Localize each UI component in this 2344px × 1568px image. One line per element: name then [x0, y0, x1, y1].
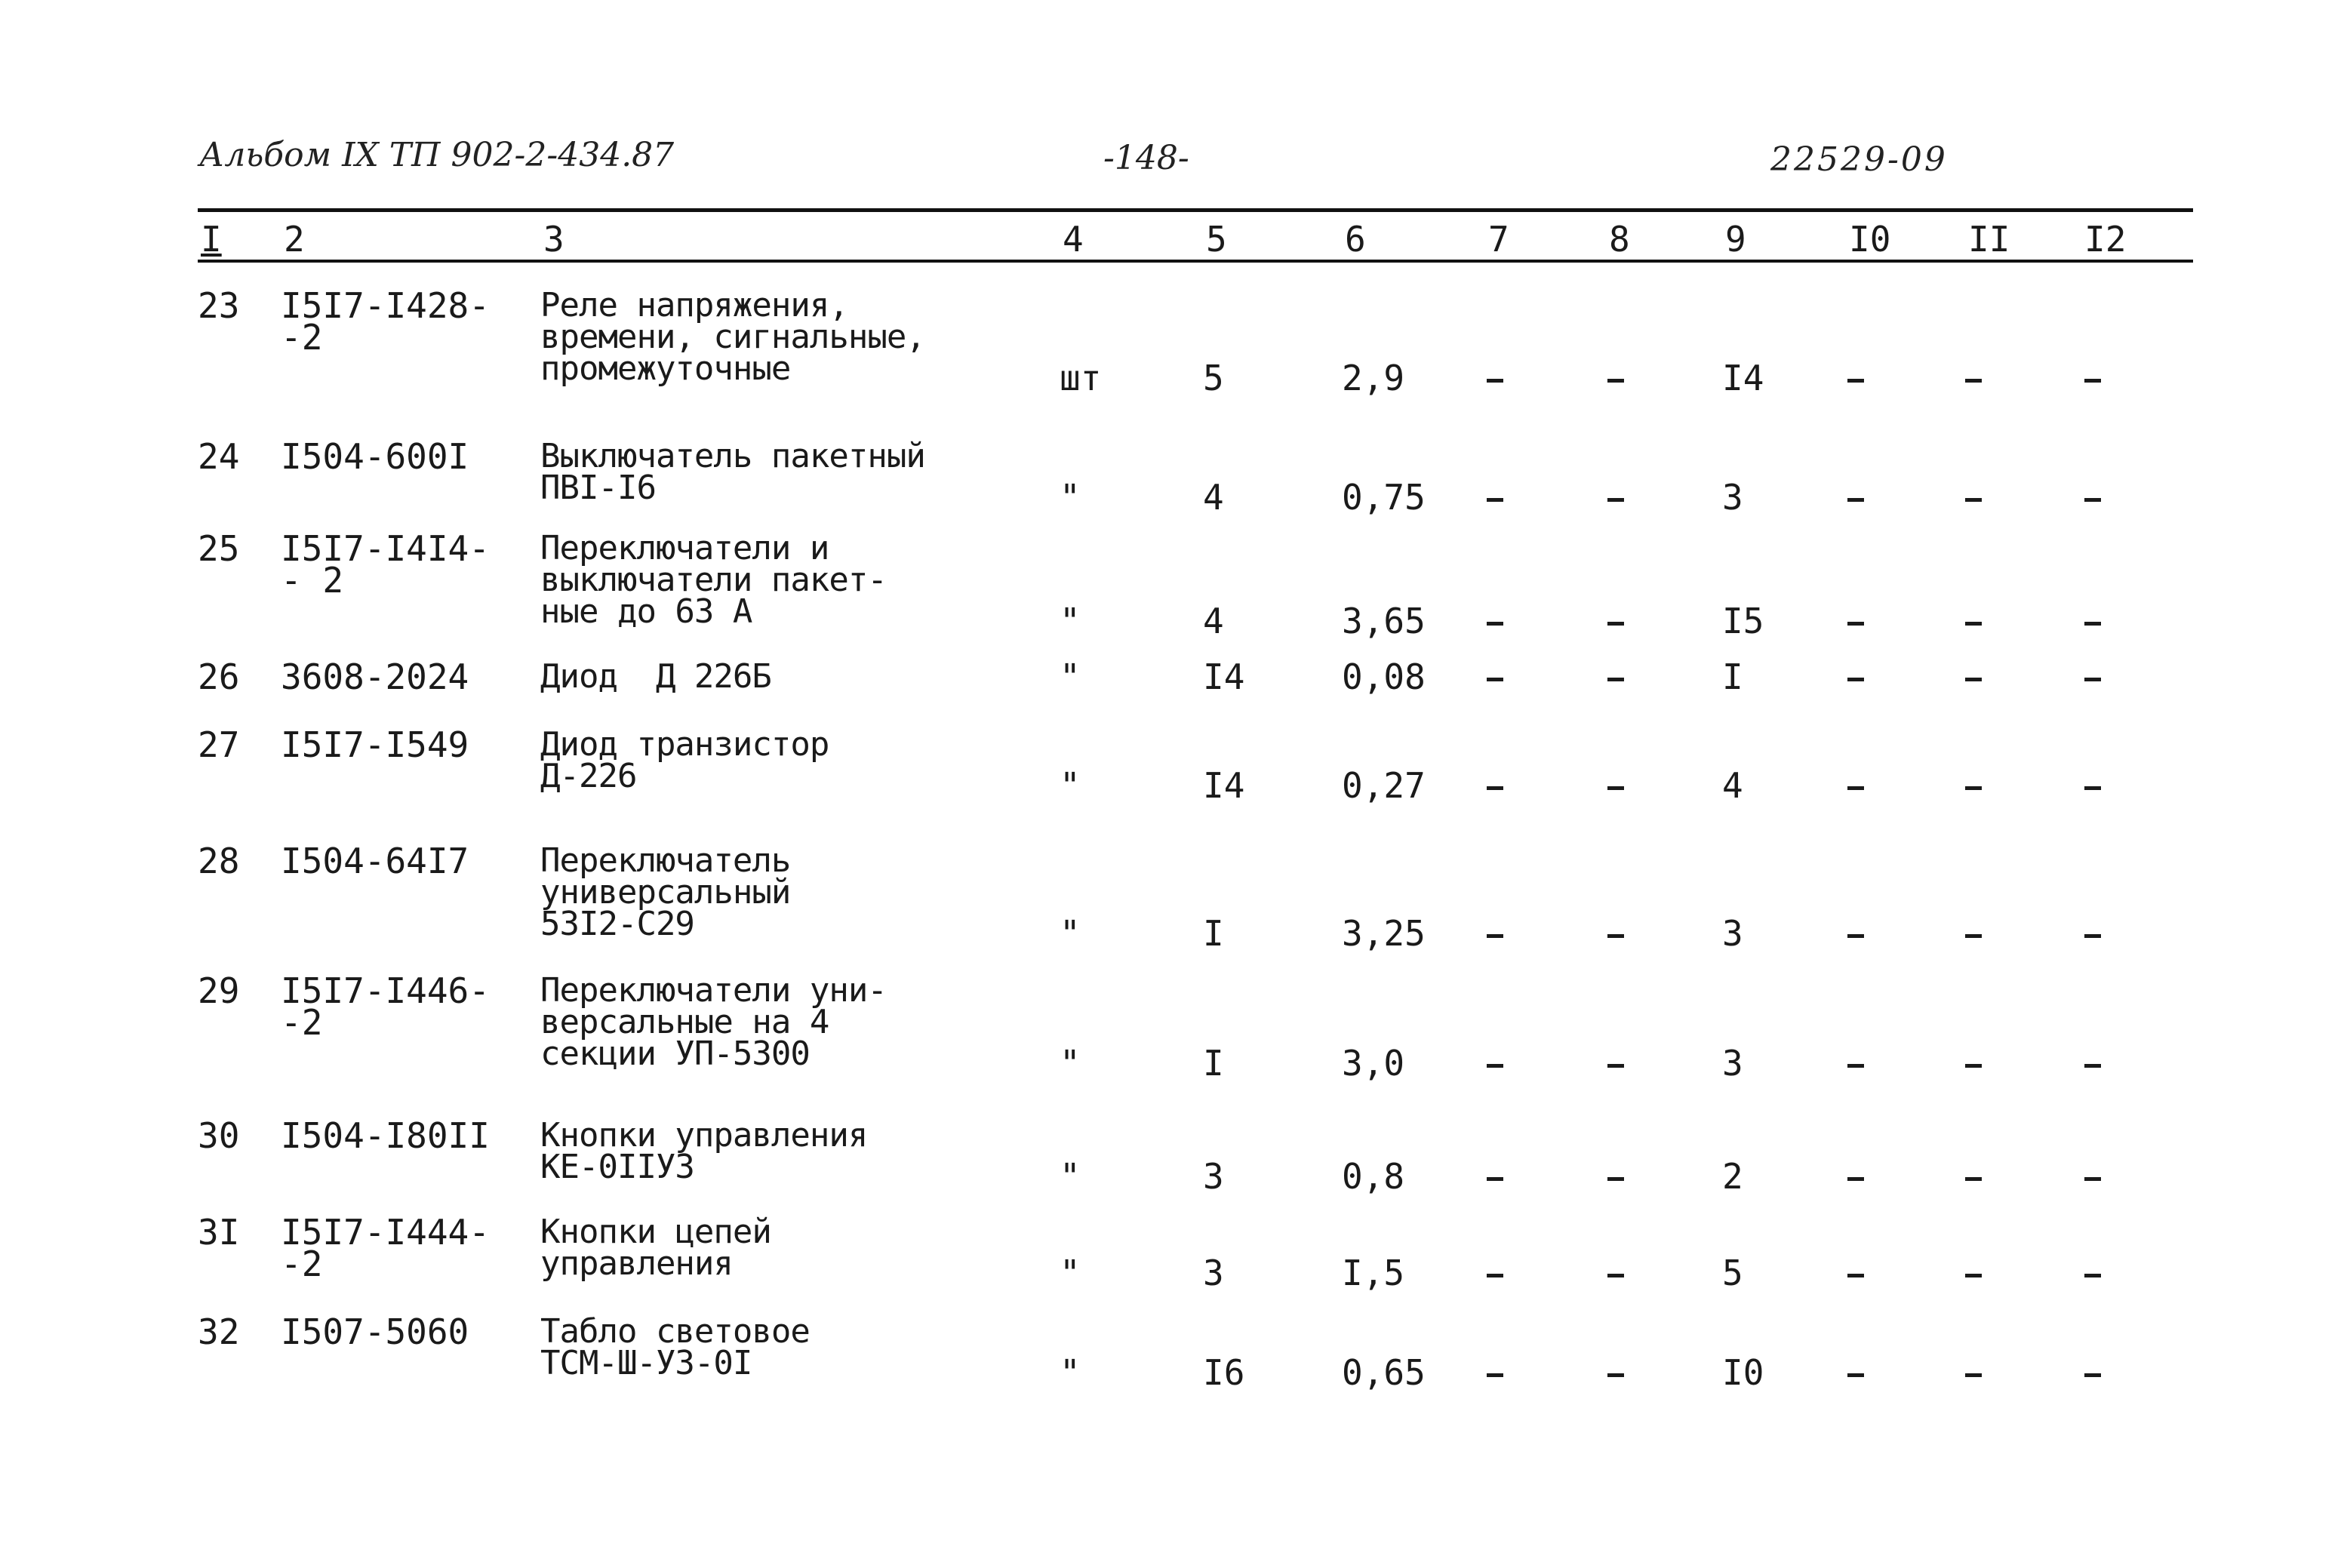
dash-mark — [1487, 1177, 1503, 1181]
mass-cell: 0,8 — [1342, 1156, 1405, 1197]
catalog-code: I5I7-I549 — [281, 724, 469, 765]
dash-mark — [1847, 678, 1864, 681]
catalog-code: I5I7-I4I4- — [281, 528, 490, 569]
dash-mark — [1607, 934, 1624, 938]
dash-mark — [1487, 1274, 1503, 1277]
column-number: 5 — [1206, 219, 1227, 260]
dash-mark — [1607, 1177, 1624, 1181]
quantity-cell: 3 — [1203, 1253, 1224, 1293]
column-9-cell: I5 — [1722, 601, 1764, 641]
dash-mark — [1607, 1373, 1624, 1377]
unit-cell: " — [1060, 1253, 1081, 1293]
row-number: 25 — [198, 528, 240, 569]
dash-mark — [1965, 1177, 1982, 1181]
dash-mark — [1847, 786, 1864, 790]
item-name: Переключатели и — [540, 529, 829, 567]
column-9-cell: I0 — [1722, 1352, 1764, 1393]
quantity-cell: I — [1203, 1043, 1224, 1084]
item-name: секции УП-5300 — [540, 1035, 810, 1073]
quantity-cell: I6 — [1203, 1352, 1245, 1393]
column-number: 2 — [284, 219, 305, 260]
unit-cell: " — [1060, 656, 1081, 697]
unit-cell: " — [1060, 1352, 1081, 1393]
catalog-code: I5I7-I444- — [281, 1212, 490, 1253]
column-number: 6 — [1345, 219, 1366, 260]
mass-cell: 2,9 — [1342, 358, 1405, 398]
dash-mark — [1487, 678, 1503, 681]
row-number: 27 — [198, 724, 240, 765]
unit-cell: шт — [1060, 358, 1102, 398]
dash-mark — [1487, 1064, 1503, 1068]
item-name: ПВI-I6 — [540, 469, 656, 507]
album-reference: Альбом IX ТП 902-2-434.87 — [199, 136, 675, 174]
dash-mark — [2084, 678, 2101, 681]
dash-mark — [1487, 622, 1503, 626]
column-number: 9 — [1725, 219, 1746, 260]
mass-cell: 3,0 — [1342, 1043, 1405, 1084]
column-number: I2 — [2084, 219, 2127, 260]
item-name: Реле напряжения, — [540, 286, 848, 324]
column-9-cell: 2 — [1722, 1156, 1743, 1197]
row-number: 26 — [198, 656, 240, 697]
mass-cell: 0,65 — [1342, 1352, 1426, 1393]
item-name: времени, сигнальные, — [540, 318, 925, 356]
catalog-code: - 2 — [281, 560, 344, 601]
column-9-cell: 3 — [1722, 913, 1743, 954]
item-name: универсальный — [540, 873, 791, 912]
dash-mark — [1965, 498, 1982, 502]
mass-cell: 0,08 — [1342, 656, 1426, 697]
quantity-cell: I — [1203, 913, 1224, 954]
dash-mark — [1847, 1177, 1864, 1181]
catalog-code: -2 — [281, 317, 323, 358]
dash-mark — [1965, 379, 1982, 383]
dash-mark — [1607, 498, 1624, 502]
dash-mark — [1965, 678, 1982, 681]
dash-mark — [1965, 1274, 1982, 1277]
item-name: Переключатель — [540, 841, 791, 880]
dash-mark — [1607, 379, 1624, 383]
dash-mark — [1847, 1064, 1864, 1068]
document-code: 22529-09 — [1770, 140, 1948, 179]
column-number: 3 — [543, 219, 564, 260]
column-9-cell: 4 — [1722, 765, 1743, 806]
quantity-cell: 3 — [1203, 1156, 1224, 1197]
dash-mark — [1847, 622, 1864, 626]
dash-mark — [1847, 1373, 1864, 1377]
row-number: 30 — [198, 1115, 240, 1156]
dash-mark — [1847, 934, 1864, 938]
dash-mark — [2084, 786, 2101, 790]
dash-mark — [2084, 498, 2101, 502]
catalog-code: I5I7-I446- — [281, 970, 490, 1011]
dash-mark — [1965, 1064, 1982, 1068]
column-9-cell: 3 — [1722, 477, 1743, 518]
dash-mark — [1847, 498, 1864, 502]
item-name: Переключатели уни- — [540, 971, 887, 1010]
column-9-cell: I — [1722, 656, 1743, 697]
row-number: 23 — [198, 285, 240, 326]
dash-mark — [1847, 1274, 1864, 1277]
dash-mark — [2084, 1274, 2101, 1277]
dash-mark — [1487, 934, 1503, 938]
top-rule — [198, 208, 2193, 212]
item-name: Д-226 — [540, 757, 637, 795]
mass-cell: 3,25 — [1342, 913, 1426, 954]
dash-mark — [2084, 379, 2101, 383]
column-9-cell: 5 — [1722, 1253, 1743, 1293]
item-name: Табло световое — [540, 1312, 810, 1351]
mass-cell: 0,75 — [1342, 477, 1426, 518]
unit-cell: " — [1060, 477, 1081, 518]
column-number: 7 — [1488, 219, 1509, 260]
quantity-cell: I4 — [1203, 765, 1245, 806]
item-name: ные до 63 А — [540, 592, 752, 631]
column-number: I0 — [1849, 219, 1891, 260]
column-9-cell: I4 — [1722, 358, 1764, 398]
column-number: 4 — [1063, 219, 1084, 260]
catalog-code: -2 — [281, 1002, 323, 1043]
dash-mark — [1607, 678, 1624, 681]
unit-cell: " — [1060, 1043, 1081, 1084]
dash-mark — [1487, 786, 1503, 790]
dash-mark — [1487, 498, 1503, 502]
column-number: II — [1968, 219, 2010, 260]
dash-mark — [1965, 934, 1982, 938]
catalog-code: I507-5060 — [281, 1311, 469, 1352]
item-name: промежуточные — [540, 349, 791, 388]
dash-mark — [2084, 1064, 2101, 1068]
column-number: 8 — [1609, 219, 1630, 260]
quantity-cell: 4 — [1203, 477, 1224, 518]
item-name: Кнопки цепей — [540, 1213, 771, 1251]
dash-mark — [1607, 1274, 1624, 1277]
row-number: 32 — [198, 1311, 240, 1352]
catalog-code: I504-I80II — [281, 1115, 490, 1156]
dash-mark — [2084, 934, 2101, 938]
column-numbers-rule — [198, 260, 2193, 263]
item-name: Кнопки управления — [540, 1116, 868, 1154]
unit-cell: " — [1060, 913, 1081, 954]
dash-mark — [1965, 622, 1982, 626]
quantity-cell: 5 — [1203, 358, 1224, 398]
item-name: Диод транзистор — [540, 725, 829, 764]
item-name: ТСМ-Ш-У3-0I — [540, 1344, 752, 1382]
quantity-cell: 4 — [1203, 601, 1224, 641]
unit-cell: " — [1060, 601, 1081, 641]
item-name: Выключатель пакетный — [540, 437, 925, 475]
dash-mark — [1965, 786, 1982, 790]
item-name: КЕ-0IIУ3 — [540, 1148, 694, 1186]
mass-cell: I,5 — [1342, 1253, 1405, 1293]
row-number: 28 — [198, 841, 240, 881]
item-name: версальные на 4 — [540, 1003, 829, 1041]
dash-mark — [2084, 622, 2101, 626]
dash-mark — [1607, 786, 1624, 790]
catalog-code: -2 — [281, 1244, 323, 1284]
catalog-code: 3608-2024 — [281, 656, 469, 697]
mass-cell: 0,27 — [1342, 765, 1426, 806]
row-number: 29 — [198, 970, 240, 1011]
column-9-cell: 3 — [1722, 1043, 1743, 1084]
item-name: Диод Д 226Б — [540, 657, 771, 696]
dash-mark — [1607, 622, 1624, 626]
dash-mark — [1607, 1064, 1624, 1068]
unit-cell: " — [1060, 765, 1081, 806]
row-number: 24 — [198, 436, 240, 477]
mass-cell: 3,65 — [1342, 601, 1426, 641]
catalog-code: I504-600I — [281, 436, 469, 477]
dash-mark — [1965, 1373, 1982, 1377]
dash-mark — [1487, 379, 1503, 383]
dash-mark — [1487, 1373, 1503, 1377]
dash-mark — [2084, 1373, 2101, 1377]
row-number: 3I — [198, 1212, 240, 1253]
item-name: выключатели пакет- — [540, 561, 887, 599]
catalog-code: I504-64I7 — [281, 841, 469, 881]
item-name: управления — [540, 1244, 733, 1283]
dash-mark — [2084, 1177, 2101, 1181]
page-number: -148- — [1103, 139, 1189, 177]
catalog-code: I5I7-I428- — [281, 285, 490, 326]
quantity-cell: I4 — [1203, 656, 1245, 697]
dash-mark — [1847, 379, 1864, 383]
unit-cell: " — [1060, 1156, 1081, 1197]
item-name: 5ЗI2-С29 — [540, 905, 694, 943]
column-number: I — [201, 219, 222, 260]
